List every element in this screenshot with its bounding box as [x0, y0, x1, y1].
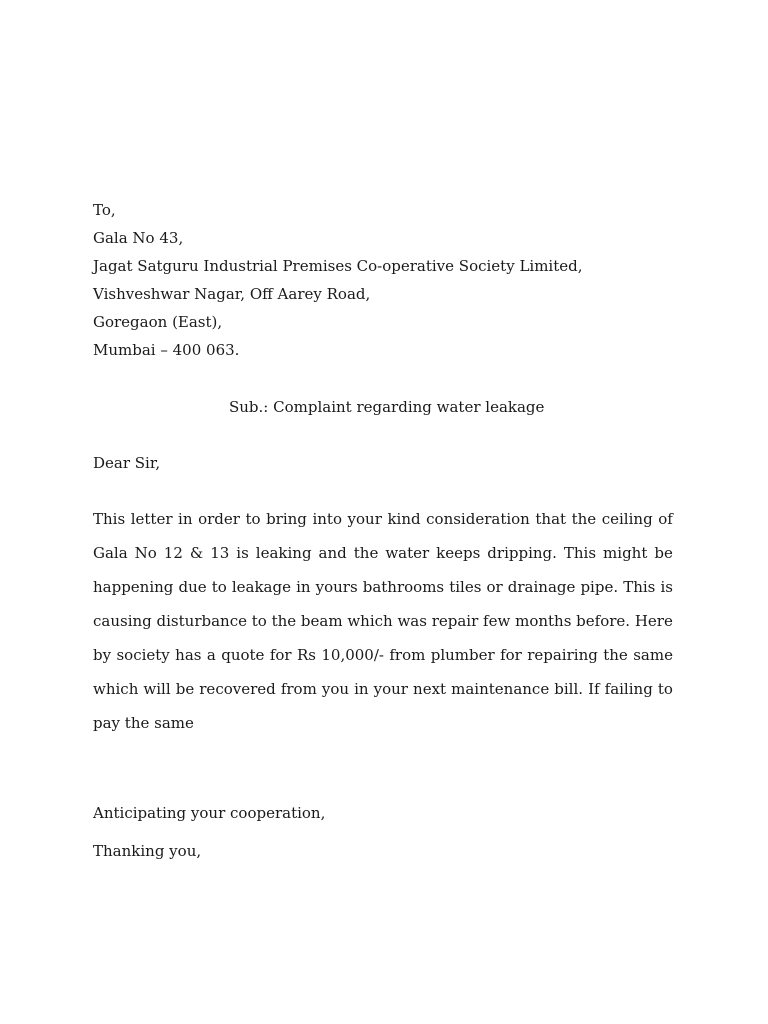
- body-line: [93, 678, 673, 712]
- body-word: before.: [576, 612, 631, 630]
- address-line-society: Jagat Satguru Industrial Premises Co-operative Society Limited,: [93, 257, 583, 275]
- body-word: consideration: [426, 510, 530, 528]
- address-line-street: Vishveshwar Nagar, Off Aarey Road,: [93, 285, 371, 303]
- body-word: beam: [300, 612, 343, 630]
- body-word: causing: [93, 612, 152, 630]
- body-word: the: [571, 510, 597, 528]
- body-word: If: [588, 680, 600, 698]
- body-word: bathrooms: [362, 578, 445, 596]
- body-word: plumber: [430, 646, 495, 664]
- body-word: is: [236, 544, 249, 562]
- body-word: This: [563, 544, 597, 562]
- body-word: to: [251, 612, 267, 630]
- body-line: pay the same: [93, 714, 194, 732]
- body-word: society: [116, 646, 170, 664]
- body-word: into: [312, 510, 342, 528]
- closing-thanking: Thanking you,: [93, 842, 202, 860]
- body-word: Gala: [93, 544, 128, 562]
- body-word: drainage: [507, 578, 576, 596]
- body-word: a: [206, 646, 216, 664]
- body-word: ceiling: [601, 510, 653, 528]
- body-word: has: [175, 646, 202, 664]
- body-word: bill.: [554, 680, 584, 698]
- body-word: months: [515, 612, 572, 630]
- body-word: letter: [130, 510, 173, 528]
- letter-body: [93, 508, 673, 746]
- body-word: is: [660, 578, 673, 596]
- body-line: [93, 644, 673, 678]
- body-word: be: [175, 680, 195, 698]
- body-word: quote: [221, 646, 265, 664]
- body-word: repair: [431, 612, 479, 630]
- body-word: to: [211, 578, 227, 596]
- body-word: your: [373, 680, 408, 698]
- body-word: of: [658, 510, 673, 528]
- body-word: which: [347, 612, 393, 630]
- body-word: pipe.: [580, 578, 619, 596]
- body-word: leaking: [255, 544, 312, 562]
- body-word: in: [178, 510, 193, 528]
- body-word: dripping.: [487, 544, 557, 562]
- body-word: Here: [634, 612, 673, 630]
- body-word: No: [134, 544, 157, 562]
- body-word: happening: [93, 578, 174, 596]
- body-word: This: [93, 510, 126, 528]
- body-word: to: [245, 510, 261, 528]
- body-word: you: [321, 680, 350, 698]
- body-word: or: [486, 578, 503, 596]
- body-word: tiles: [449, 578, 482, 596]
- body-line: [93, 576, 673, 610]
- body-word: from: [280, 680, 317, 698]
- body-word: maintenance: [451, 680, 550, 698]
- body-word: which: [93, 680, 139, 698]
- body-word: was: [397, 612, 427, 630]
- letter-subject: Sub.: Complaint regarding water leakage: [229, 398, 545, 416]
- body-word: due: [178, 578, 207, 596]
- body-word: the: [271, 612, 297, 630]
- body-word: This: [623, 578, 656, 596]
- body-word: in: [296, 578, 311, 596]
- body-word: your: [347, 510, 382, 528]
- body-word: will: [143, 680, 171, 698]
- address-line-gala: Gala No 43,: [93, 229, 184, 247]
- body-word: &: [189, 544, 204, 562]
- body-word: by: [93, 646, 112, 664]
- address-line-city: Mumbai – 400 063.: [93, 341, 240, 359]
- body-word: and: [318, 544, 347, 562]
- body-word: yours: [315, 578, 358, 596]
- body-word: 12: [163, 544, 183, 562]
- body-word: few: [483, 612, 511, 630]
- body-word: repairing: [527, 646, 598, 664]
- body-word: Rs: [296, 646, 316, 664]
- body-word: 10,000/-: [321, 646, 384, 664]
- body-word: same: [633, 646, 673, 664]
- body-line: [93, 610, 673, 644]
- body-word: disturbance: [156, 612, 247, 630]
- body-word: for: [500, 646, 522, 664]
- body-word: that: [535, 510, 567, 528]
- body-line: [93, 508, 673, 542]
- address-line-area: Goregaon (East),: [93, 313, 223, 331]
- body-word: leakage: [231, 578, 291, 596]
- body-word: for: [269, 646, 292, 664]
- body-word: next: [413, 680, 447, 698]
- body-word: order: [198, 510, 240, 528]
- body-word: from: [389, 646, 426, 664]
- letter-salutation: Dear Sir,: [93, 454, 161, 472]
- body-word: to: [657, 680, 673, 698]
- body-word: in: [354, 680, 369, 698]
- body-word: water: [385, 544, 430, 562]
- closing-anticipating: Anticipating your cooperation,: [93, 804, 326, 822]
- body-line: [93, 542, 673, 576]
- address-line-salutation-to: To,: [93, 201, 116, 219]
- body-word: might: [603, 544, 648, 562]
- body-word: the: [353, 544, 379, 562]
- letter-closing: [93, 802, 325, 878]
- recipient-address: [93, 199, 583, 367]
- body-word: keeps: [436, 544, 481, 562]
- body-word: recovered: [199, 680, 276, 698]
- body-word: kind: [387, 510, 421, 528]
- body-word: be: [654, 544, 673, 562]
- body-word: 13: [210, 544, 230, 562]
- body-word: bring: [266, 510, 307, 528]
- body-word: failing: [604, 680, 653, 698]
- body-word: the: [603, 646, 628, 664]
